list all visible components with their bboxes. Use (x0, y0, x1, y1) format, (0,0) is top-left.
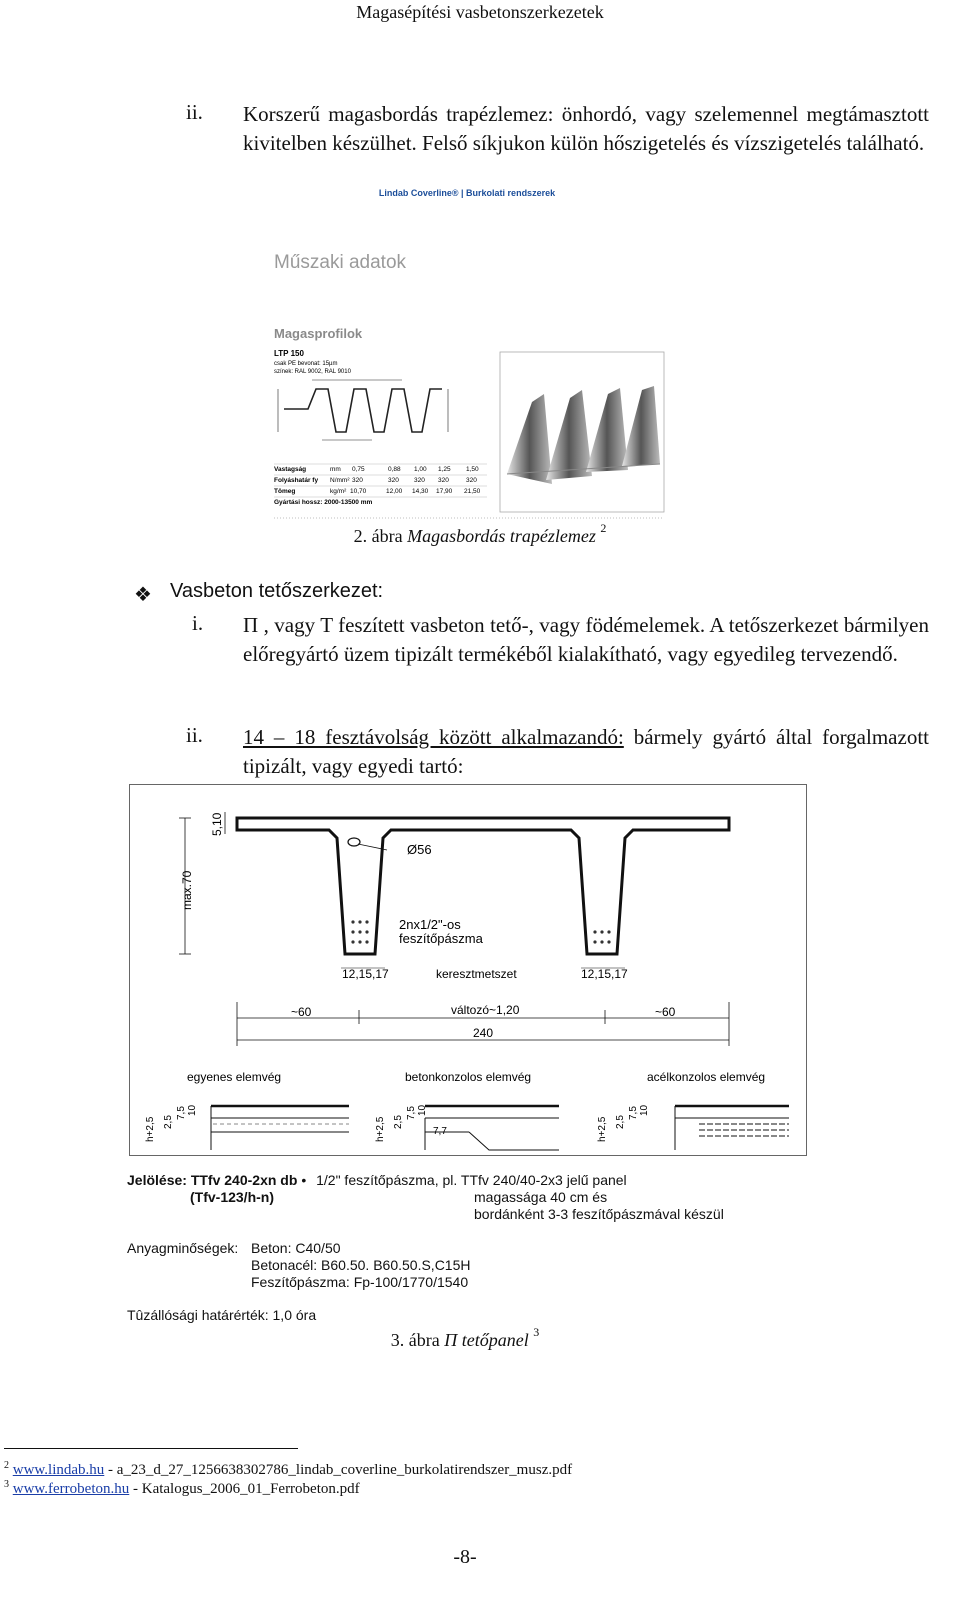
running-header: Magasépítési vasbetonszerkezetek (356, 2, 604, 22)
figure-2 (262, 184, 672, 524)
spec-row-unit: mm (330, 466, 341, 473)
end-dim-10-right: 10 (639, 1104, 650, 1116)
end-detail-steel-bracket (675, 1106, 789, 1150)
figure-3-drawing (129, 784, 807, 1156)
spec-cell: 17,90 (436, 488, 453, 495)
dim-middle: változó~1,20 (451, 1003, 520, 1017)
materials-strand: Feszítőpászma: Fp-100/1770/1540 (251, 1274, 469, 1290)
dim-right-web: 12,15,17 (581, 967, 628, 981)
fig2-caption-text: Magasbordás trapézlemez (407, 526, 596, 546)
materials-rebar: Betonacél: B60.50. B60.50.S,C15H (251, 1257, 471, 1273)
footnote-3-text: - Katalogus_2006_01_Ferrobeton.pdf (129, 1481, 360, 1497)
item-text-ii (243, 723, 929, 781)
designation-label-line (127, 1172, 627, 1188)
spec-cell: 320 (414, 477, 425, 484)
fig3-caption-number: 3. ábra (390, 1330, 440, 1350)
dim-left-overhang: ~60 (291, 1005, 312, 1019)
end-dim-10-left: 10 (187, 1104, 198, 1116)
fig2-spec-table (274, 464, 487, 506)
materials-concrete: Beton: C40/50 (251, 1240, 341, 1256)
end-type-straight: egyenes elemvég (187, 1070, 282, 1084)
footnote-2-link[interactable]: www.lindab.hu (12, 1462, 105, 1478)
spec-cell: 1,25 (438, 466, 451, 473)
footnote-3-mark: 3 (4, 1479, 9, 1490)
page-number: -8- (453, 1546, 477, 1568)
footnote-3 (4, 1481, 360, 1498)
fig2-caption-number: 2. ábra (353, 526, 403, 546)
end-dim-7-5-right: 7,5 (628, 1106, 639, 1120)
fig2-group-title: Magasprofilok (274, 326, 363, 341)
end-dim-h-right: h+2,5 (597, 1116, 608, 1142)
fig2-profile-name: LTP 150 (274, 349, 304, 358)
spec-cell: 10,70 (350, 488, 367, 495)
spec-row-unit: kg/m² (330, 488, 347, 495)
end-dim-7-5-mid: 7,5 (406, 1106, 417, 1120)
designation-note-2: bordánként 3-3 feszítőpászmával készül (474, 1206, 724, 1222)
footnote-3-link[interactable]: www.ferrobeton.hu (12, 1481, 130, 1497)
figure-3-caption (0, 1325, 930, 1351)
designation-bullet: • (301, 1172, 307, 1188)
trapezoid-profile-drawing (278, 380, 448, 440)
strand-label-1: 2nx1/2"-os (399, 917, 461, 932)
fig2-profile-note-2: színek: RAL 9002, RAL 9010 (274, 369, 351, 375)
spec-cell: 1,00 (414, 466, 427, 473)
designation-label: Jelölése: (127, 1172, 187, 1188)
section-label: keresztmetszet (436, 967, 517, 981)
end-dim-2-5-right: 2,5 (615, 1115, 626, 1129)
fig2-profile-note-1: csak PE bevonat: 15µm (274, 361, 338, 367)
designation-note-1: magassága 40 cm és (474, 1189, 608, 1205)
end-dim-10-mid: 10 (417, 1104, 428, 1116)
spec-cell: 1,50 (466, 466, 479, 473)
figure-2-caption (0, 521, 960, 547)
strand-label-2: feszítőpászma (399, 931, 483, 946)
end-type-concrete-bracket: betonkonzolos elemvég (405, 1070, 532, 1084)
end-dim-h-left: h+2,5 (145, 1116, 156, 1142)
end-dim-7-5-left: 7,5 (176, 1106, 187, 1120)
pi-panel-section-svg (129, 784, 807, 1156)
spec-cell: 12,00 (386, 488, 403, 495)
spec-row-label: Folyáshatár fy (274, 477, 319, 484)
item-text-i: Π , vagy T feszített vasbeton tető-, vagy födémelemek. A tetőszerkezet bármilyen előregyártó üzem tipizált termékéből kialakítható, vagy egyedileg tervezendő. (243, 613, 929, 666)
dim-top-thickness: 5,10 (210, 812, 224, 836)
strand-dots-right (593, 930, 610, 943)
designation-example: TTfv 240/40-2x3 jelű panel (460, 1172, 627, 1188)
fig2-caption-ref: 2 (600, 521, 607, 535)
dim-right-overhang: ~60 (655, 1005, 676, 1019)
spec-row-unit: N/mm² (330, 477, 350, 484)
dim-hole: Ø56 (407, 842, 432, 857)
fig3-caption-ref: 3 (533, 1325, 540, 1339)
end-dim-2-5-left: 2,5 (163, 1115, 174, 1129)
spec-cell: 0,75 (352, 466, 365, 473)
spec-cell: 320 (466, 477, 477, 484)
end-type-steel-bracket: acélkonzolos elemvég (647, 1070, 766, 1084)
item-number-i: i. (192, 611, 204, 635)
spec-cell: 320 (438, 477, 449, 484)
item-ii-underlined: 14 – 18 fesztávolság között alkalmazandó: (243, 725, 624, 749)
dim-left-web: 12,15,17 (342, 967, 389, 981)
spec-cell: 14,30 (412, 488, 429, 495)
trapezoid-sheet-photo (507, 386, 660, 484)
item-ii-rest: bármely gyártó által forgalmazott tipizált, vagy egyedi tartó: (243, 725, 929, 778)
pi-section-outline (237, 818, 729, 954)
end-detail-straight (211, 1106, 349, 1150)
figure-2-graphic (262, 184, 672, 524)
item-number-ii-top: ii. (186, 100, 203, 124)
bullet-heading: Vasbeton tetőszerkezet: (170, 580, 384, 602)
dim-total-width: 240 (473, 1026, 494, 1040)
fig2-section-title: Műszaki adatok (274, 252, 407, 273)
fig3-caption-text: Π tetőpanel (444, 1330, 529, 1350)
spec-cell: 320 (352, 477, 363, 484)
spec-cell: 0,88 (388, 466, 401, 473)
strand-dots-left (351, 920, 368, 943)
end-dim-7-7: 7,7 (433, 1126, 447, 1137)
designation-strand: 1/2" feszítőpászma, pl. (316, 1172, 458, 1188)
end-dim-h-mid: h+2,5 (375, 1116, 386, 1142)
spec-row-label: Tömeg (274, 488, 296, 495)
fire-resistance: Tûzállósági határérték: 1,0 óra (127, 1307, 317, 1323)
footnote-2-text: - a_23_d_27_1256638302786_lindab_coverline_burkolatirendszer_musz.pdf (104, 1462, 573, 1478)
footnote-2-mark: 2 (4, 1460, 9, 1471)
diamond-bullet-icon: ❖ (134, 584, 152, 606)
spec-cell: 320 (388, 477, 399, 484)
spec-row-label: Vastagság (274, 466, 307, 473)
spec-footer: Gyártási hossz: 2000-13500 mm (274, 499, 373, 506)
hole-mark (348, 838, 360, 846)
footnote-separator (4, 1448, 298, 1449)
materials-label: Anyagminőségek: (127, 1240, 239, 1256)
item-text-ii-top: Korszerű magasbordás trapézlemez: önhordó, vagy szelemennel megtámasztott kivitelben készülhet. Felső síkjukon külön hőszigetelés és vízszigetelés található. (243, 102, 929, 155)
footnote-2 (4, 1462, 572, 1479)
designation-sub: (Tfv-123/h-n) (190, 1189, 274, 1205)
spec-cell: 21,50 (464, 488, 481, 495)
end-dim-2-5-mid: 2,5 (393, 1115, 404, 1129)
dim-max-height: max.70 (180, 870, 194, 910)
fig2-brand: Lindab Coverline® | Burkolati rendszerek (378, 188, 556, 198)
item-number-ii: ii. (186, 723, 203, 747)
designation-code: TTfv 240-2xn db (190, 1172, 298, 1188)
